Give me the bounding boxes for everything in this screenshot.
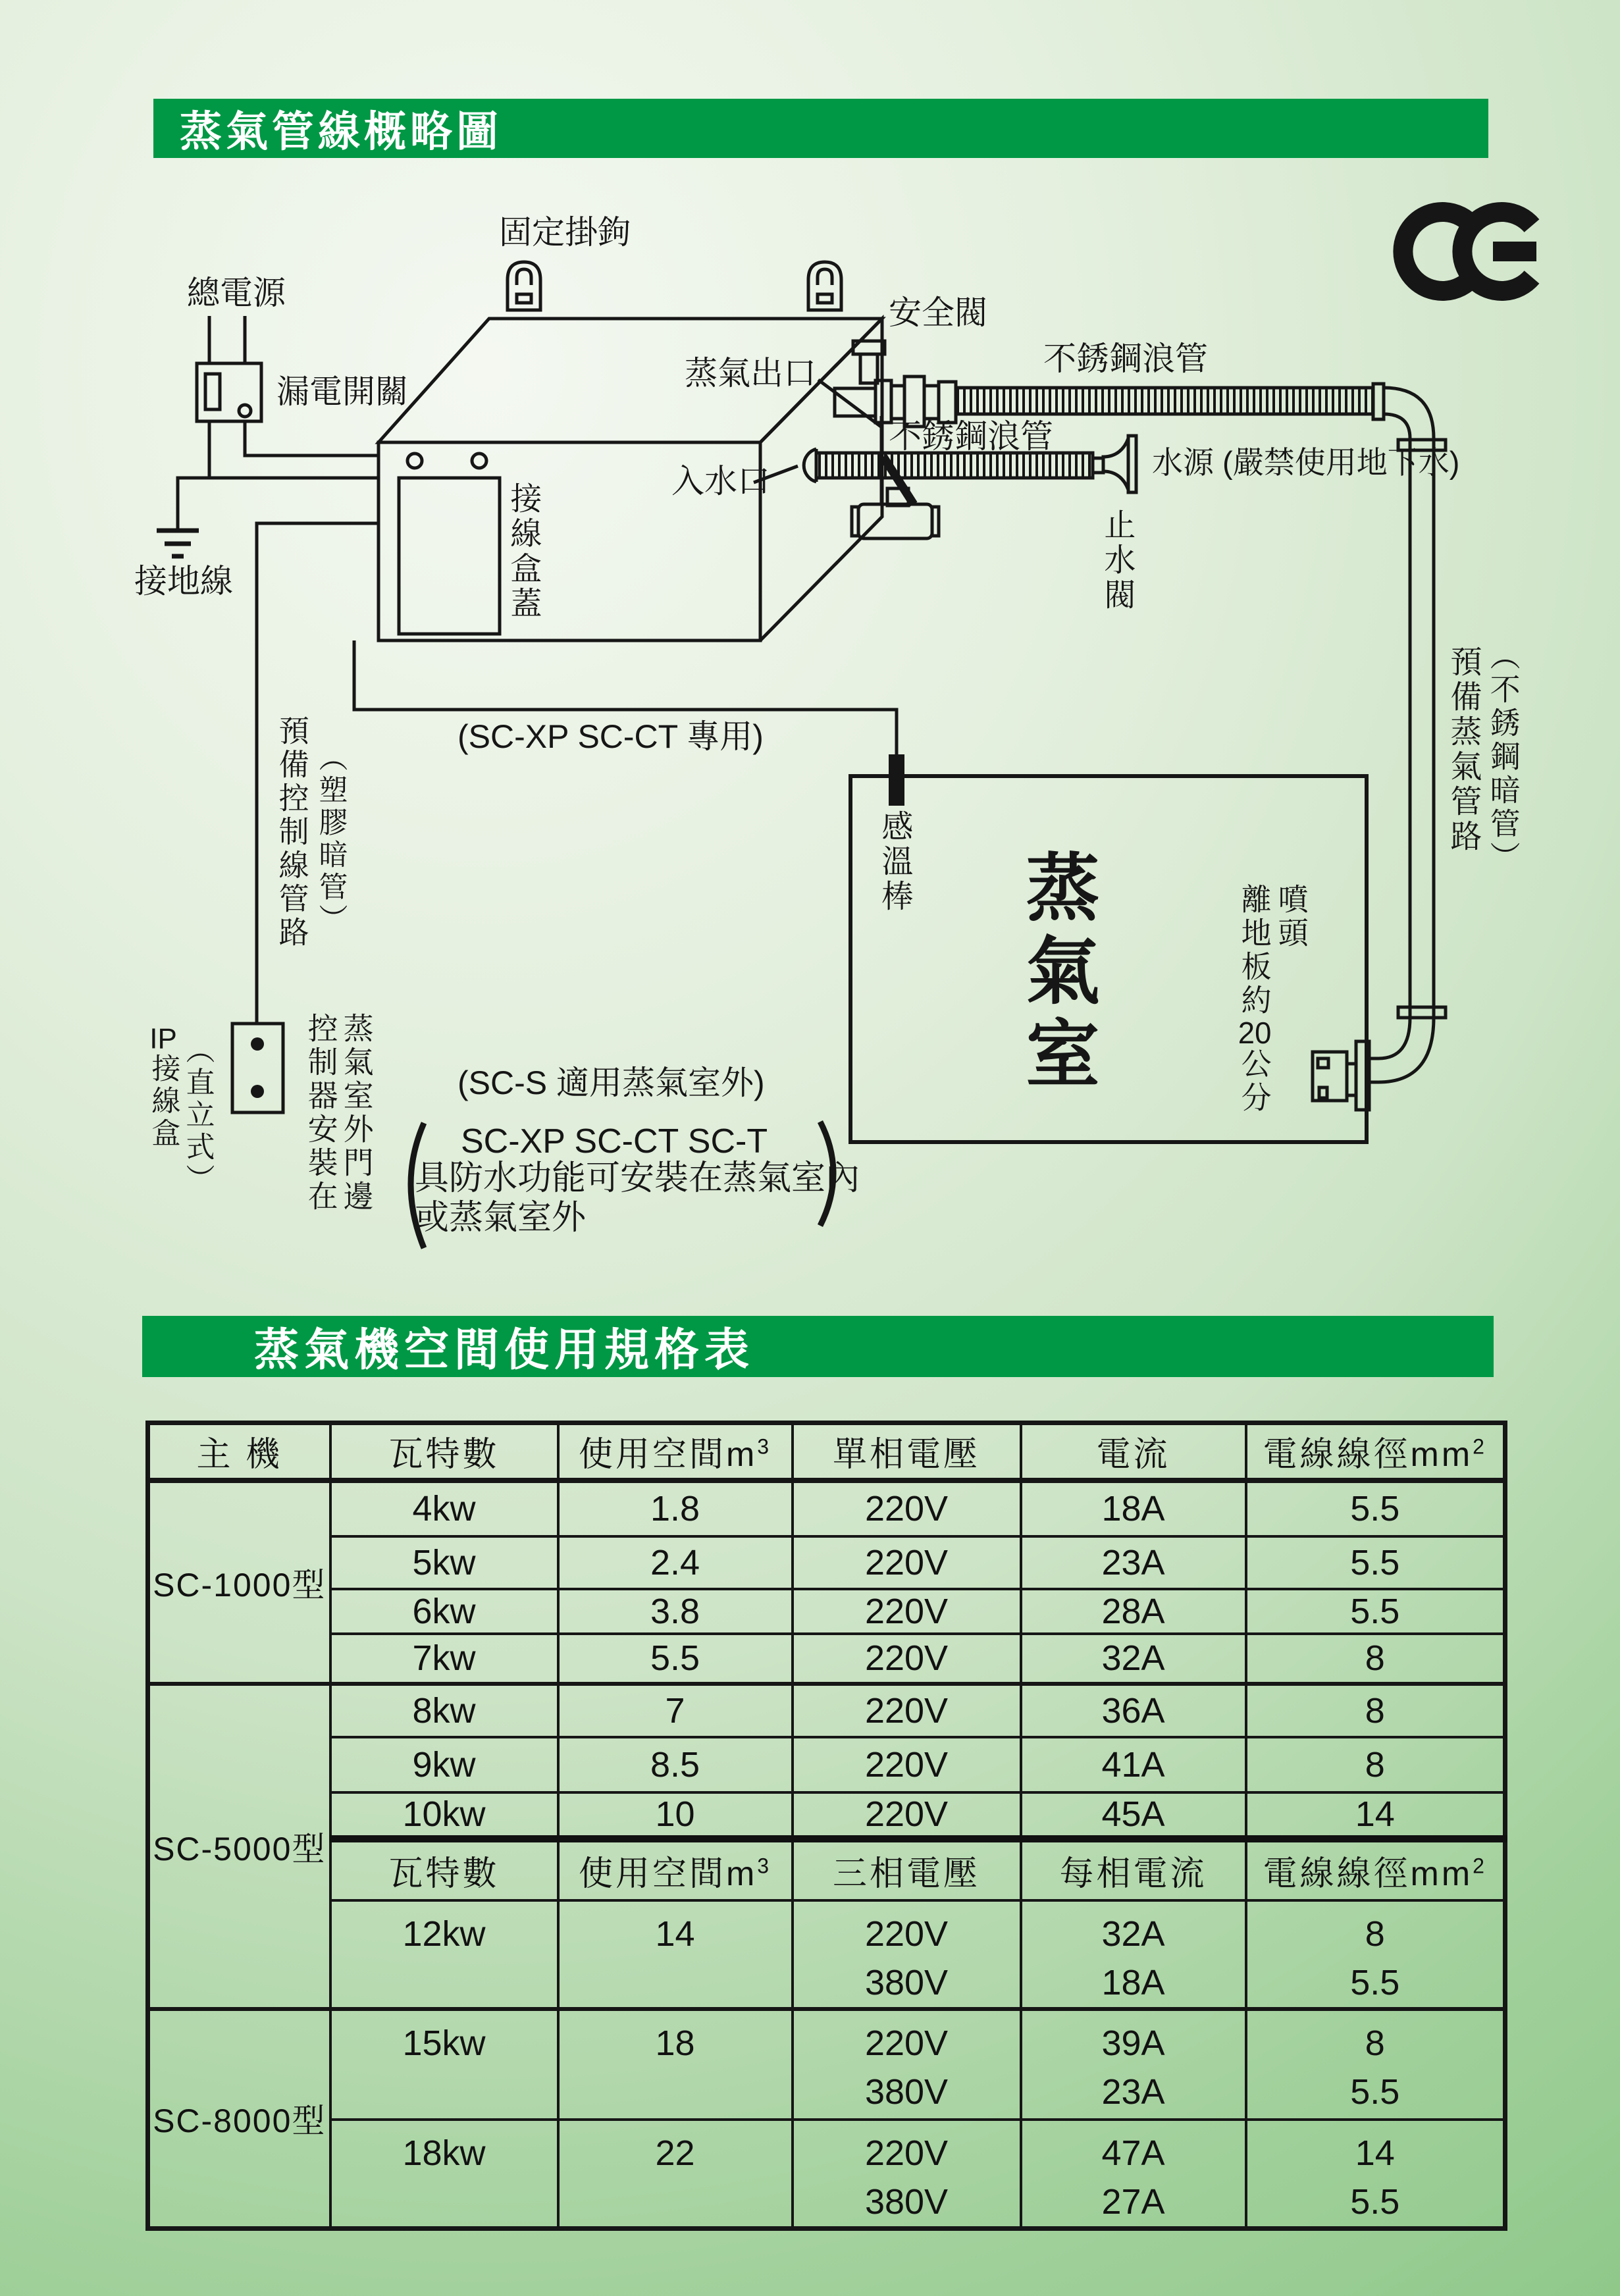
main-power-label: 總電源: [187, 274, 286, 311]
cell-volt: 220V 380V: [793, 2009, 1021, 2120]
cell-volt: 220V: [793, 1634, 1021, 1684]
scs-outdoor-label: (SC-S 適用蒸氣室外): [457, 1064, 765, 1101]
table-row: [148, 1480, 1505, 1536]
col-header-wire: 電線線徑$mm^2$: [1246, 1839, 1505, 1900]
cell-wire: 8 5.5: [1246, 1900, 1505, 2009]
ip-box-note: （直立式）: [181, 1035, 214, 1196]
cell-amp: 41A: [1021, 1737, 1246, 1792]
model-cell-sc5000: SC-5000型: [148, 1684, 330, 2009]
cell-kw: 18kw: [330, 2120, 558, 2229]
nozzle-shape: [1313, 1041, 1378, 1110]
water-source-label: 水源 (嚴禁使用地下水): [1152, 445, 1460, 480]
controller-note-left: 控制器安裝在: [303, 1012, 338, 1214]
nozzle-note-num: 20: [1238, 1018, 1272, 1048]
cell-volt: 220V 380V: [793, 1900, 1021, 2009]
cell-wire: 5.5: [1246, 1480, 1505, 1536]
nozzle-label: 噴頭: [1274, 883, 1309, 951]
water-inlet-label: 入水口: [671, 463, 770, 500]
reserve-steam-pipe-note: （不銹鋼暗管）: [1486, 640, 1521, 875]
cell-wire: 8: [1246, 1684, 1505, 1737]
sc-xp-ct-only-label: (SC-XP SC-CT 專用): [457, 718, 764, 755]
cell-wire: 14 5.5: [1246, 2120, 1505, 2229]
safety-valve-label: 安全閥: [889, 294, 987, 331]
ss-hose-bottom-label: 不銹鋼浪管: [889, 418, 1053, 455]
steam-hose-shape: [956, 384, 1384, 419]
cell-amp: 39A 23A: [1021, 2009, 1246, 2120]
table-row: [148, 1536, 1505, 1589]
table-row: [148, 1684, 1505, 1737]
cell-wire: 5.5: [1246, 1536, 1505, 1589]
cell-volt: 220V 380V: [793, 2120, 1021, 2229]
col-header-space: 使用空間$m^3$: [558, 1423, 793, 1480]
cell-wire: 8: [1246, 1737, 1505, 1792]
waterproof-note-line1: 具防水功能可安裝在蒸氣室內: [415, 1159, 860, 1197]
ground-wire-label: 接地線: [134, 563, 233, 600]
cell-kw: 15kw: [330, 2009, 558, 2120]
cell-kw: 5kw: [330, 1536, 558, 1589]
cell-volt: 220V: [793, 1480, 1021, 1536]
table-subheader-row: [148, 1839, 1505, 1900]
steam-room-label: 蒸氣室: [1015, 849, 1098, 1098]
cell-amp: 28A: [1021, 1589, 1246, 1634]
steam-outlet-fittings: [818, 341, 956, 427]
cell-wire: 8 5.5: [1246, 2009, 1505, 2120]
cell-space: 3.8: [558, 1589, 793, 1634]
cell-wire: 8: [1246, 1634, 1505, 1684]
table-row: [148, 1737, 1505, 1792]
controller-note-right: 蒸氣室外門邊: [339, 1012, 374, 1214]
cell-space: 22: [558, 2120, 793, 2229]
temp-sensor-label: 感溫棒: [876, 810, 912, 914]
cell-space: 7: [558, 1684, 793, 1737]
temp-sensor-rod: [889, 754, 904, 806]
col-header-model: 主 機: [148, 1423, 330, 1480]
cell-kw: 4kw: [330, 1480, 558, 1536]
cell-amp: 47A 27A: [1021, 2120, 1246, 2229]
nozzle-note-prefix: 離地板約: [1237, 883, 1272, 1018]
page-title: 蒸氣管線概略圖: [180, 108, 502, 155]
ce-logo-icon: [1403, 212, 1536, 291]
terminal-box-cover-shape: [399, 478, 500, 634]
col-header-watt: 瓦特數: [330, 1839, 558, 1900]
cell-volt: 220V: [793, 1684, 1021, 1737]
waterproof-models-label: SC-XP SC-CT SC-T: [461, 1122, 768, 1161]
cell-kw: 10kw: [330, 1792, 558, 1839]
spec-table: [145, 1421, 1507, 2231]
cell-wire: 5.5: [1246, 1589, 1505, 1634]
cell-space: 1.8: [558, 1480, 793, 1536]
cell-amp: 45A: [1021, 1792, 1246, 1839]
hanger-hook-icon: [808, 262, 841, 310]
cell-kw: 9kw: [330, 1737, 558, 1792]
ip-box-label-prefix: IP: [149, 1024, 177, 1053]
cell-amp: 32A: [1021, 1634, 1246, 1684]
cell-amp: 23A: [1021, 1536, 1246, 1589]
table-row: [148, 1900, 1505, 2009]
col-header-watt: 瓦特數: [330, 1423, 558, 1480]
reserve-steam-pipe-label: 預備蒸氣管路: [1445, 645, 1480, 854]
nozzle-height-note: [1238, 883, 1270, 1115]
cell-volt: 220V: [793, 1792, 1021, 1839]
col-header-space: 使用空間$m^3$: [558, 1839, 793, 1900]
cell-space: 5.5: [558, 1634, 793, 1684]
terminal-box-cover-label: 接線盒蓋: [505, 482, 540, 621]
hanger-hook-icon: [508, 262, 540, 310]
spec-title: 蒸氣機空間使用規格表: [254, 1325, 755, 1375]
table-row: [148, 1589, 1505, 1634]
col-header-wire: 電線線徑$mm^2$: [1246, 1423, 1505, 1480]
cell-amp: 36A: [1021, 1684, 1246, 1737]
stop-valve-shape: [1093, 436, 1136, 492]
reserve-control-pipe-label: 預備控制線管路: [274, 715, 309, 950]
cell-wire: 14: [1246, 1792, 1505, 1839]
cell-space: 2.4: [558, 1536, 793, 1589]
model-cell-sc8000: SC-8000型: [148, 2009, 330, 2229]
ip-box-label-text: 接線盒: [147, 1053, 180, 1150]
table-row: [148, 1634, 1505, 1684]
fixed-hook-label: 固定掛鉤: [499, 214, 631, 251]
section-header-spec: [142, 1316, 1494, 1377]
cell-amp: 32A 18A: [1021, 1900, 1246, 2009]
cell-volt: 220V: [793, 1737, 1021, 1792]
cell-space: 8.5: [558, 1737, 793, 1792]
ss-hose-top-label: 不銹鋼浪管: [1043, 340, 1208, 377]
cell-space: 14: [558, 1900, 793, 2009]
cell-volt: 220V: [793, 1536, 1021, 1589]
leakage-breaker-label: 漏電開關: [276, 373, 408, 410]
model-cell-sc1000: SC-1000型: [148, 1480, 330, 1684]
steam-outlet-label: 蒸氣出口: [685, 355, 816, 392]
table-row: [148, 2120, 1505, 2229]
reserve-control-note: （塑膠暗管）: [314, 743, 347, 936]
table-row: [148, 1792, 1505, 1839]
cell-kw: 8kw: [330, 1684, 558, 1737]
ground-symbol-icon: [157, 478, 209, 556]
waterproof-note-line2: 或蒸氣室外: [415, 1199, 587, 1237]
cell-space: 18: [558, 2009, 793, 2120]
ip-junction-box-shape: [232, 1024, 283, 1112]
cell-space: 10: [558, 1792, 793, 1839]
col-header-volt3: 三相電壓: [793, 1839, 1021, 1900]
cell-kw: 12kw: [330, 1900, 558, 2009]
cell-volt: 220V: [793, 1589, 1021, 1634]
cell-kw: 6kw: [330, 1589, 558, 1634]
col-header-amp3: 每相電流: [1021, 1839, 1246, 1900]
nozzle-note-suffix: 公分: [1237, 1048, 1272, 1115]
table-row: [148, 2009, 1505, 2120]
cell-kw: 7kw: [330, 1634, 558, 1684]
col-header-amp: 電流: [1021, 1423, 1246, 1480]
table-header-row: [148, 1423, 1505, 1480]
stop-valve-label: 止水閥: [1099, 508, 1134, 613]
col-header-volt: 單相電壓: [793, 1423, 1021, 1480]
cell-amp: 18A: [1021, 1480, 1246, 1536]
ip-box-label: [147, 1024, 179, 1150]
reserve-steam-pipe-shape: [1378, 388, 1446, 1082]
